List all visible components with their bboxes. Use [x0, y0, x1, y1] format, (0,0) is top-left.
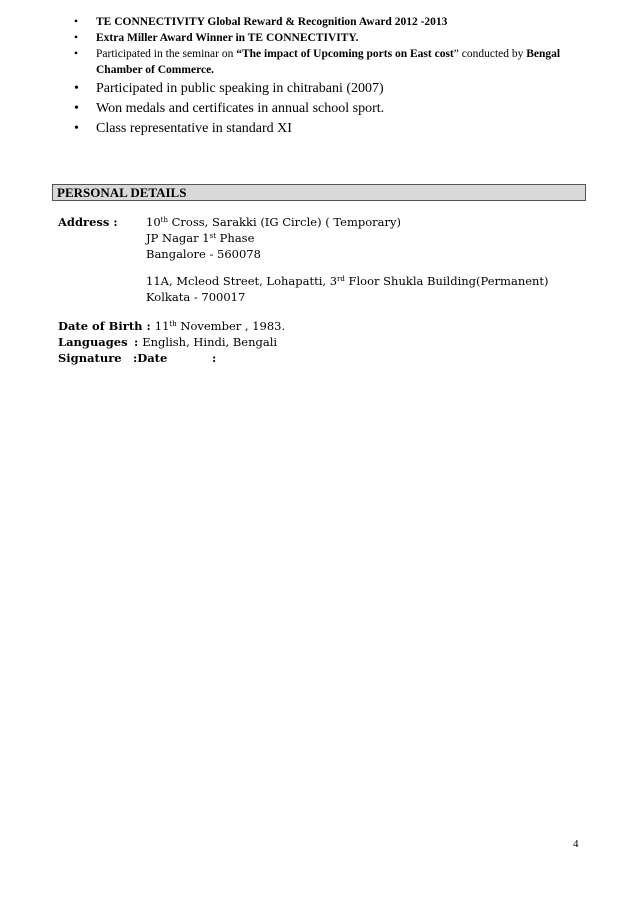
- award-list-item: • Extra Miller Award Winner in TE CONNECTIVITY.: [74, 32, 359, 44]
- bullet-icon: •: [74, 101, 79, 116]
- signature-label: Signature: [58, 351, 122, 365]
- address-line-5: Kolkata - 700017: [146, 290, 246, 304]
- address-line-4: 11A, Mcleod Street, Lohapatti, 3rd Floor Shukla Building(Permanent): [146, 274, 549, 288]
- address-line-3: Bangalore - 560078: [146, 247, 261, 261]
- award-list-item: • TE CONNECTIVITY Global Reward & Recognition Award 2012 -2013: [74, 16, 448, 28]
- bullet-icon: •: [74, 81, 79, 96]
- dob-value: 11th November , 1983.: [154, 319, 286, 333]
- languages-value: : English, Hindi, Bengali: [134, 335, 278, 349]
- date-label: :Date: [133, 351, 168, 365]
- awards-list: [60, 14, 590, 138]
- address-label: Address :: [58, 215, 118, 229]
- award-list-item: • Participated in public speaking in chitrabani (2007): [74, 81, 384, 96]
- address-line-1: 10th Cross, Sarakki (IG Circle) ( Temporary): [146, 215, 401, 229]
- personal-details-heading: PERSONAL DETAILS: [52, 184, 586, 201]
- date-colon: :: [212, 351, 217, 365]
- award-list-item: • Class representative in standard XI: [74, 121, 292, 136]
- bullet-icon: •: [74, 121, 79, 136]
- bullet-icon: •: [74, 48, 79, 60]
- languages-label: Languages: [58, 335, 128, 349]
- bullet-icon: •: [74, 16, 79, 28]
- dob-label: Date of Birth: [58, 319, 143, 333]
- address-line-2: JP Nagar 1st Phase: [146, 231, 255, 245]
- award-list-item: • Won medals and certificates in annual school sport.: [74, 101, 385, 116]
- page-number: 4: [573, 838, 579, 850]
- dob-row: Date of Birth : 11th November , 1983.: [58, 319, 286, 333]
- bullet-icon: •: [74, 32, 79, 44]
- award-list-item: • Participated in the seminar on “The impact of Upcoming ports on East cost” conducted by Bengal Chamber of Commerce.: [74, 48, 561, 76]
